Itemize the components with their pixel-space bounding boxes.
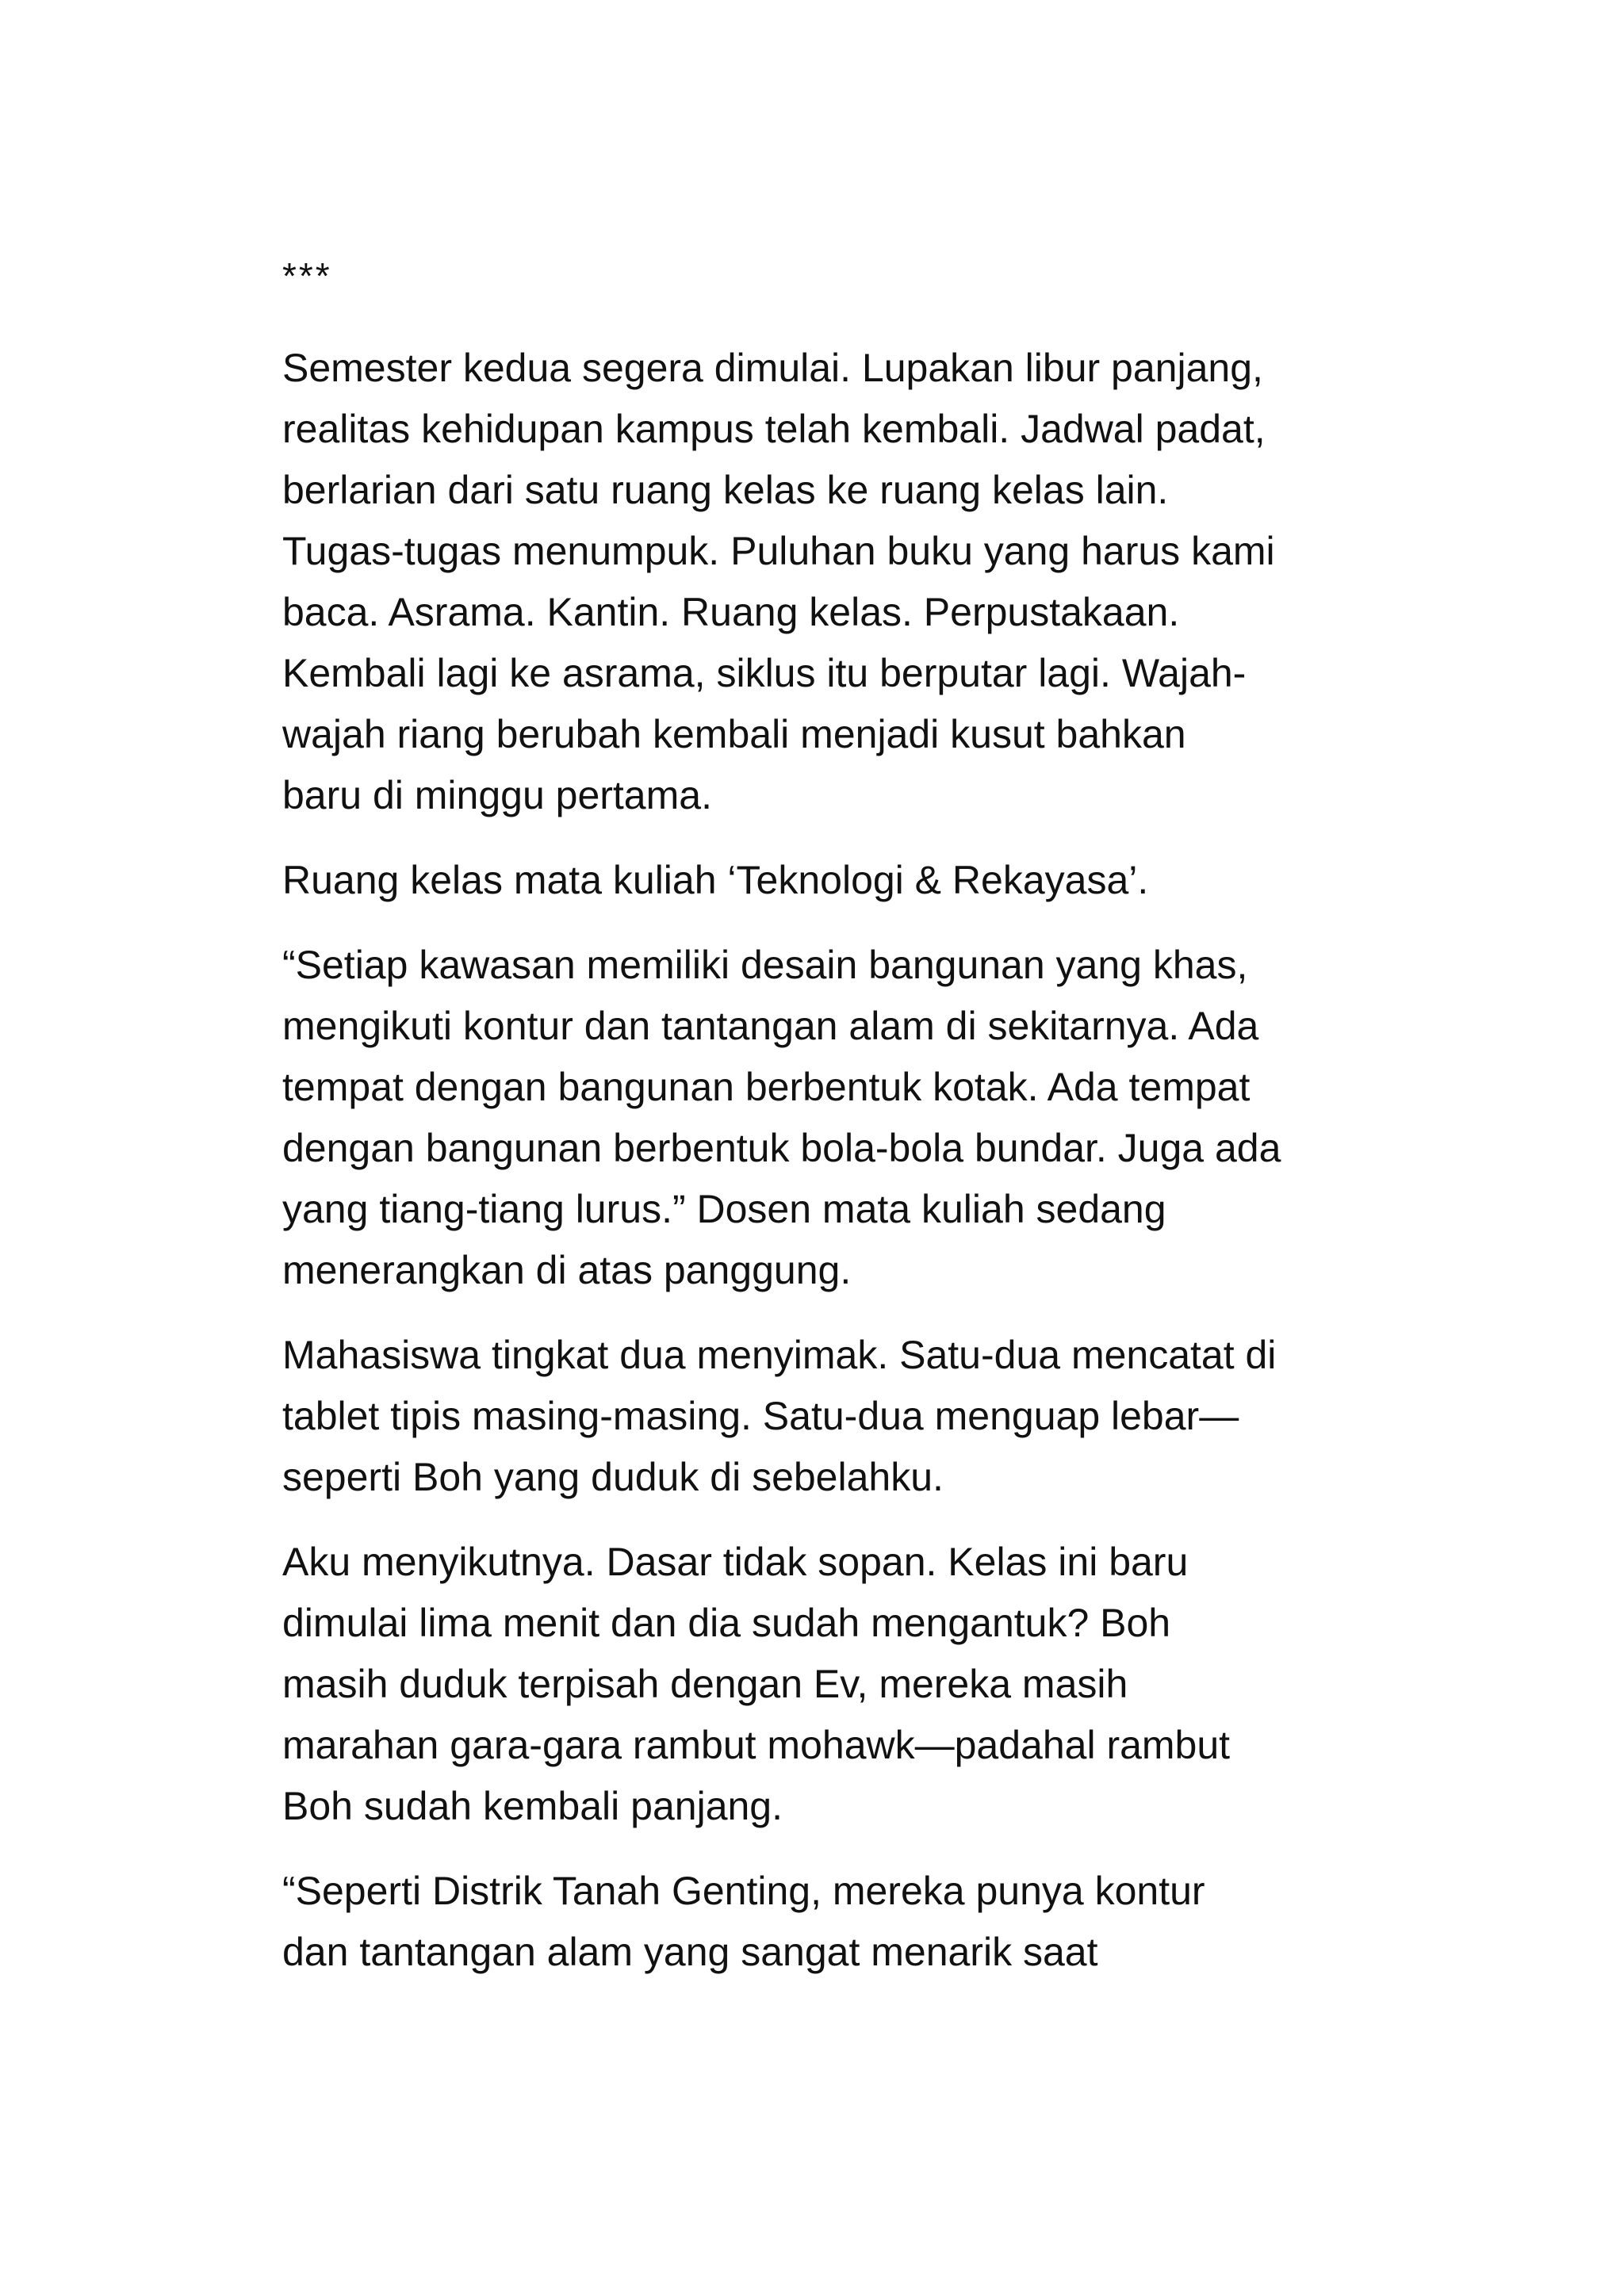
paragraph-4 bbox=[282, 1325, 1361, 1508]
text-line: Mahasiswa tingkat dua menyimak. Satu-dua mencatat di bbox=[282, 1333, 1277, 1377]
text-line: Tugas-tugas menumpuk. Puluhan buku yang harus kami bbox=[282, 529, 1275, 573]
text-line: berlarian dari satu ruang kelas ke ruang kelas lain. bbox=[282, 468, 1169, 512]
text-line: dengan bangunan berbentuk bola-bola bundar. Juga ada bbox=[282, 1126, 1281, 1170]
paragraph-2 bbox=[282, 850, 1361, 911]
text-line: Boh sudah kembali panjang. bbox=[282, 1784, 783, 1828]
text-line: wajah riang berubah kembali menjadi kusut bahkan bbox=[282, 712, 1186, 756]
text-line: baru di minggu pertama. bbox=[282, 773, 712, 817]
text-line: “Setiap kawasan memiliki desain bangunan yang khas, bbox=[282, 943, 1248, 987]
paragraph-3 bbox=[282, 935, 1361, 1301]
text-line: baca. Asrama. Kantin. Ruang kelas. Perpustakaan. bbox=[282, 590, 1180, 634]
text-line: Aku menyikutnya. Dasar tidak sopan. Kelas ini baru bbox=[282, 1540, 1189, 1584]
text-line: menerangkan di atas panggung. bbox=[282, 1248, 852, 1292]
text-line: marahan gara-gara rambut mohawk—padahal rambut bbox=[282, 1723, 1231, 1767]
text-line: Semester kedua segera dimulai. Lupakan libur panjang, bbox=[282, 346, 1263, 390]
section-separator: *** bbox=[282, 255, 332, 297]
text-line: Kembali lagi ke asrama, siklus itu berputar lagi. Wajah- bbox=[282, 651, 1247, 695]
text-line: seperti Boh yang duduk di sebelahku. bbox=[282, 1455, 944, 1499]
text-line: masih duduk terpisah dengan Ev, mereka masih bbox=[282, 1662, 1128, 1706]
text-line: tempat dengan bangunan berbentuk kotak. Ada tempat bbox=[282, 1065, 1251, 1109]
text-line: dimulai lima menit dan dia sudah mengantuk? Boh bbox=[282, 1601, 1171, 1645]
text-line: Ruang kelas mata kuliah ‘Teknologi & Rekayasa’. bbox=[282, 858, 1149, 902]
paragraph-6 bbox=[282, 1861, 1361, 1983]
text-line: dan tantangan alam yang sangat menarik saat bbox=[282, 1930, 1098, 1974]
text-line: tablet tipis masing-masing. Satu-dua menguap lebar— bbox=[282, 1394, 1239, 1438]
text-line: mengikuti kontur dan tantangan alam di sekitarnya. Ada bbox=[282, 1004, 1259, 1048]
paragraph-1 bbox=[282, 338, 1361, 826]
text-line: “Seperti Distrik Tanah Genting, mereka punya kontur bbox=[282, 1869, 1205, 1913]
page-body-text bbox=[282, 252, 1361, 2007]
paragraph-5 bbox=[282, 1532, 1361, 1837]
text-line: yang tiang-tiang lurus.” Dosen mata kuliah sedang bbox=[282, 1187, 1166, 1231]
text-line: realitas kehidupan kampus telah kembali. Jadwal padat, bbox=[282, 407, 1266, 451]
